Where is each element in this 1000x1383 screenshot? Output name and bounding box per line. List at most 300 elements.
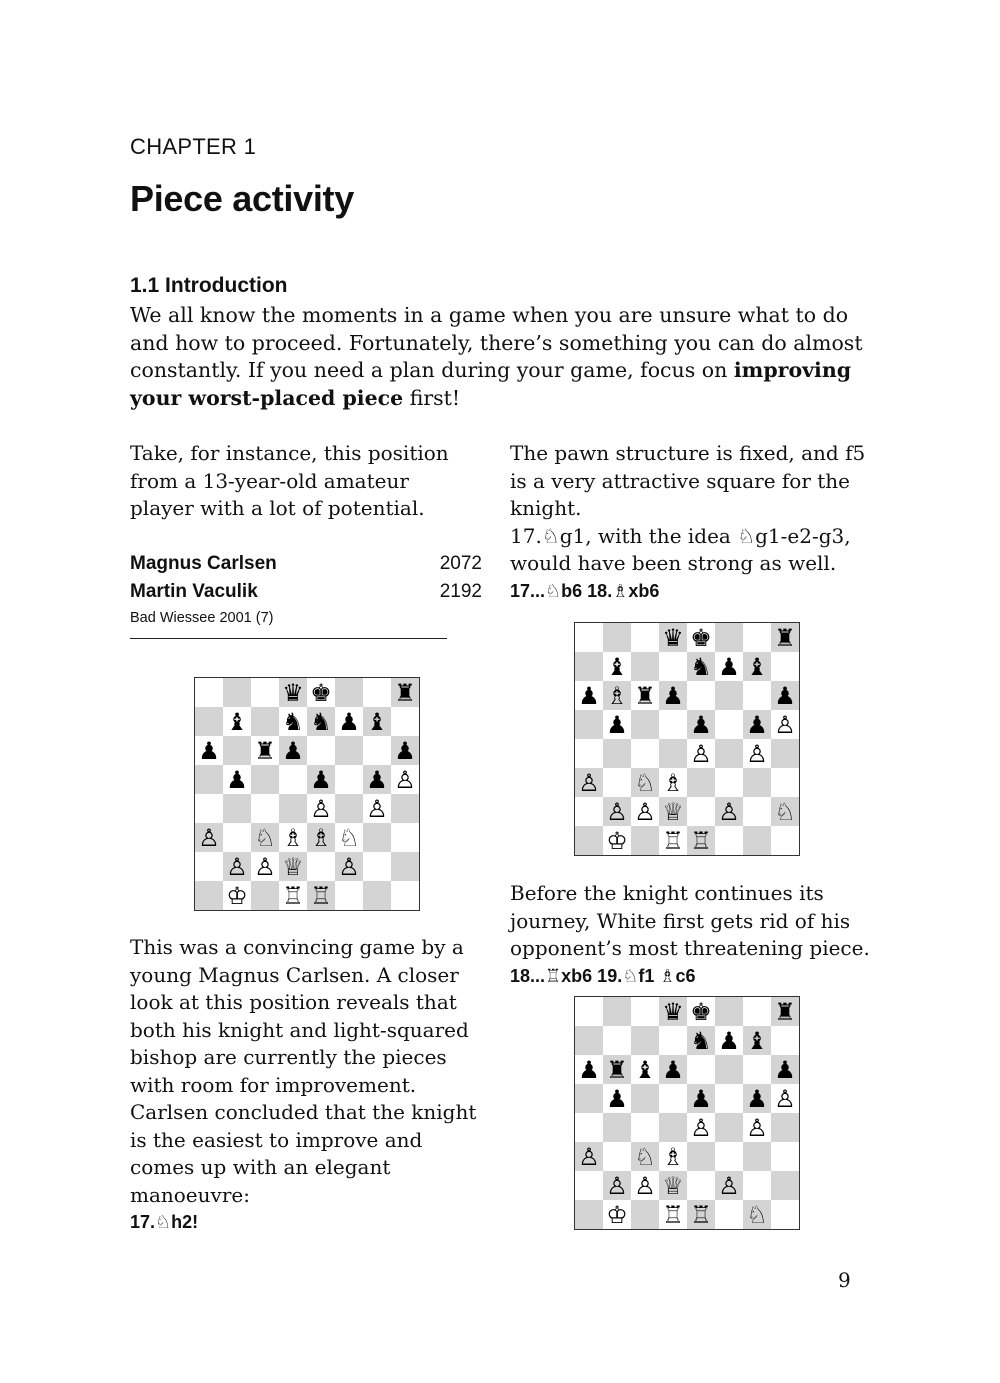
white-bishop-icon: ♗: [282, 823, 304, 852]
board-square: [715, 623, 743, 652]
board-square: [307, 823, 335, 852]
board-square: [771, 681, 799, 710]
intro-text-end: first!: [403, 385, 461, 410]
board-square: [631, 1026, 659, 1055]
board-square: [251, 823, 279, 852]
white-knight-icon: ♘: [774, 797, 796, 826]
game-header: [130, 550, 482, 626]
board-square: [631, 1142, 659, 1171]
black-pawn-icon: ♟: [366, 765, 388, 794]
board-square: [251, 736, 279, 765]
board-square: [631, 1055, 659, 1084]
board-square: [335, 881, 363, 910]
board-square: [631, 797, 659, 826]
board-square: [687, 1026, 715, 1055]
white-pawn-icon: ♙: [746, 1113, 768, 1142]
board-square: [771, 1026, 799, 1055]
black-pawn-icon: ♟: [690, 1084, 712, 1113]
chapter-title: Piece activity: [130, 178, 354, 219]
board-square: [659, 1200, 687, 1229]
board-square: [363, 736, 391, 765]
board-square: [251, 881, 279, 910]
black-rook-icon: ♜: [774, 623, 796, 652]
board-square: [307, 678, 335, 707]
black-pawn-icon: ♟: [690, 710, 712, 739]
board-square: [251, 852, 279, 881]
right-paragraph-2: [510, 880, 870, 990]
board-square: [279, 736, 307, 765]
board-square: [631, 739, 659, 768]
black-knight-icon: ♞: [690, 652, 712, 681]
board-square: [715, 1171, 743, 1200]
white-pawn-icon: ♙: [634, 797, 656, 826]
black-queen-icon: ♛: [662, 997, 684, 1026]
black-rook-icon: ♜: [774, 997, 796, 1026]
white-king-icon: ♔: [606, 1200, 628, 1229]
black-queen-icon: ♛: [282, 678, 304, 707]
board-square: [631, 1200, 659, 1229]
board-square: [687, 997, 715, 1026]
board-square: [391, 881, 419, 910]
board-square: [251, 678, 279, 707]
board-square: [279, 765, 307, 794]
board-square: [575, 710, 603, 739]
board-square: [603, 1026, 631, 1055]
black-pawn-icon: ♟: [198, 736, 220, 765]
board-square: [575, 739, 603, 768]
board-square: [743, 739, 771, 768]
board-square: [195, 794, 223, 823]
board-square: [603, 997, 631, 1026]
white-pawn-icon: ♙: [578, 1142, 600, 1171]
board-square: [659, 1055, 687, 1084]
board-square: [391, 794, 419, 823]
white-pawn-icon: ♙: [634, 1171, 656, 1200]
white-pawn-icon: ♙: [226, 852, 248, 881]
board-square: [307, 736, 335, 765]
game-header-divider: [130, 638, 447, 639]
white-queen-icon: ♕: [282, 852, 304, 881]
white-pawn-icon: ♙: [774, 710, 796, 739]
move-line-3: 18...♖xb6 19.♘f1 ♗c6: [510, 965, 696, 986]
board-square: [715, 1026, 743, 1055]
board-square: [687, 797, 715, 826]
section-heading: 1.1 Introduction: [130, 274, 288, 297]
board-square: [223, 823, 251, 852]
board-square: [659, 1084, 687, 1113]
board-square: [715, 1142, 743, 1171]
board-square: [363, 823, 391, 852]
board-square: [659, 797, 687, 826]
board-square: [715, 681, 743, 710]
board-square: [279, 794, 307, 823]
board-square: [279, 881, 307, 910]
board-square: [391, 736, 419, 765]
black-bishop-icon: ♝: [366, 707, 388, 736]
board-square: [659, 652, 687, 681]
board-square: [279, 852, 307, 881]
board-square: [603, 739, 631, 768]
black-knight-icon: ♞: [282, 707, 304, 736]
board-square: [335, 823, 363, 852]
board-square: [743, 1171, 771, 1200]
black-king-icon: ♚: [310, 678, 332, 707]
white-knight-icon: ♘: [746, 1200, 768, 1229]
board-square: [659, 826, 687, 855]
white-player-row: [130, 550, 482, 578]
board-square: [391, 678, 419, 707]
board-square: [223, 736, 251, 765]
white-king-icon: ♔: [226, 881, 248, 910]
black-rook-icon: ♜: [254, 736, 276, 765]
board-square: [575, 797, 603, 826]
board-square: [223, 852, 251, 881]
board-square: [603, 768, 631, 797]
board-square: [659, 997, 687, 1026]
board-square: [771, 826, 799, 855]
black-pawn-icon: ♟: [746, 710, 768, 739]
board-square: [251, 707, 279, 736]
board-square: [575, 1200, 603, 1229]
board-square: [251, 765, 279, 794]
white-pawn-icon: ♙: [254, 852, 276, 881]
black-knight-icon: ♞: [310, 707, 332, 736]
board-square: [743, 768, 771, 797]
board-square: [223, 794, 251, 823]
white-pawn-icon: ♙: [718, 797, 740, 826]
white-bishop-icon: ♗: [662, 1142, 684, 1171]
black-pawn-icon: ♟: [718, 652, 740, 681]
board-square: [771, 1171, 799, 1200]
black-player-rating: 2192: [439, 581, 482, 602]
board-square: [391, 707, 419, 736]
board-square: [575, 652, 603, 681]
board-square: [603, 1200, 631, 1229]
board-square: [631, 768, 659, 797]
white-bishop-icon: ♗: [606, 681, 628, 710]
board-square: [659, 1142, 687, 1171]
board-square: [195, 736, 223, 765]
board-square: [631, 1084, 659, 1113]
board-square: [631, 826, 659, 855]
board-square: [659, 681, 687, 710]
intro-emphasis: improving your worst-placed piece: [130, 358, 852, 410]
white-rook-icon: ♖: [310, 881, 332, 910]
white-queen-icon: ♕: [662, 1171, 684, 1200]
board-square: [575, 1084, 603, 1113]
right-paragraph-2-text: Before the knight continues its journey, White first gets rid of his opponent’s most threatening piece.: [510, 881, 870, 960]
black-pawn-icon: ♟: [774, 1055, 796, 1084]
board-square: [307, 707, 335, 736]
black-bishop-icon: ♝: [746, 1026, 768, 1055]
board-square: [631, 1113, 659, 1142]
white-bishop-icon: ♗: [310, 823, 332, 852]
board-square: [307, 765, 335, 794]
board-square: [771, 1113, 799, 1142]
board-square: [687, 1055, 715, 1084]
board-square: [771, 1142, 799, 1171]
white-knight-icon: ♘: [254, 823, 276, 852]
white-pawn-icon: ♙: [394, 765, 416, 794]
board-square: [335, 794, 363, 823]
board-square: [687, 1113, 715, 1142]
chess-diagram-1: [194, 677, 420, 911]
board-square: [771, 652, 799, 681]
white-pawn-icon: ♙: [746, 739, 768, 768]
board-square: [743, 681, 771, 710]
board-square: [363, 765, 391, 794]
board-square: [363, 707, 391, 736]
black-pawn-icon: ♟: [662, 681, 684, 710]
white-pawn-icon: ♙: [198, 823, 220, 852]
black-rook-icon: ♜: [634, 681, 656, 710]
black-bishop-icon: ♝: [606, 652, 628, 681]
board-square: [575, 997, 603, 1026]
black-pawn-icon: ♟: [718, 1026, 740, 1055]
right-paragraph-1-text: The pawn structure is fixed, and f5 is a very attractive square for the knight.: [510, 441, 866, 520]
white-bishop-icon: ♗: [662, 768, 684, 797]
board-square: [743, 623, 771, 652]
board-square: [771, 997, 799, 1026]
event-line: Bad Wiessee 2001 (7): [130, 610, 274, 626]
board-square: [771, 1200, 799, 1229]
board-square: [687, 826, 715, 855]
board-square: [195, 852, 223, 881]
board-square: [575, 1055, 603, 1084]
board-square: [603, 1142, 631, 1171]
white-queen-icon: ♕: [662, 797, 684, 826]
page-number: 9: [838, 1268, 851, 1292]
white-pawn-icon: ♙: [366, 794, 388, 823]
white-rook-icon: ♖: [690, 1200, 712, 1229]
board-square: [743, 710, 771, 739]
board-square: [687, 768, 715, 797]
board-square: [659, 1171, 687, 1200]
white-pawn-icon: ♙: [774, 1084, 796, 1113]
black-pawn-icon: ♟: [310, 765, 332, 794]
board-square: [743, 1084, 771, 1113]
board-square: [603, 710, 631, 739]
board-square: [575, 1171, 603, 1200]
black-pawn-icon: ♟: [578, 681, 600, 710]
left-paragraph-2-text: This was a convincing game by a young Magnus Carlsen. A closer look at this position reveals that both his knight and light-squared bishop are currently the pieces with room for improvement. Carlsen concluded that the knight is the easiest to improve and comes up with an elegant manoeuvre:: [130, 935, 477, 1207]
board-square: [335, 765, 363, 794]
board-square: [715, 710, 743, 739]
chess-diagram-2: [574, 622, 800, 856]
board-square: [391, 823, 419, 852]
board-square: [715, 1084, 743, 1113]
black-bishop-icon: ♝: [746, 652, 768, 681]
right-paragraph-1: [510, 440, 870, 605]
black-pawn-icon: ♟: [394, 736, 416, 765]
board-square: [195, 881, 223, 910]
board-square: [391, 852, 419, 881]
board-square: [603, 1113, 631, 1142]
board-square: [195, 823, 223, 852]
board-square: [743, 1026, 771, 1055]
board-square: [391, 765, 419, 794]
board-square: [659, 1113, 687, 1142]
board-square: [771, 797, 799, 826]
black-pawn-icon: ♟: [226, 765, 248, 794]
board-square: [743, 652, 771, 681]
white-pawn-icon: ♙: [606, 1171, 628, 1200]
black-player-name: Martin Vaculik: [130, 581, 258, 602]
board-square: [743, 797, 771, 826]
board-square: [603, 681, 631, 710]
board-square: [659, 1026, 687, 1055]
black-pawn-icon: ♟: [606, 1084, 628, 1113]
board-square: [223, 678, 251, 707]
black-pawn-icon: ♟: [282, 736, 304, 765]
board-square: [575, 768, 603, 797]
board-square: [687, 623, 715, 652]
white-knight-icon: ♘: [634, 1142, 656, 1171]
board-square: [687, 739, 715, 768]
board-square: [771, 623, 799, 652]
board-square: [715, 739, 743, 768]
board-square: [743, 826, 771, 855]
board-square: [363, 794, 391, 823]
white-pawn-icon: ♙: [690, 739, 712, 768]
black-rook-icon: ♜: [394, 678, 416, 707]
board-square: [687, 710, 715, 739]
white-pawn-icon: ♙: [310, 794, 332, 823]
board-square: [715, 997, 743, 1026]
board-square: [631, 681, 659, 710]
move-line-1: 17.♘h2!: [130, 1212, 199, 1232]
board-square: [223, 707, 251, 736]
left-paragraph-2: [130, 934, 490, 1237]
black-rook-icon: ♜: [606, 1055, 628, 1084]
board-square: [307, 794, 335, 823]
board-square: [631, 997, 659, 1026]
white-rook-icon: ♖: [662, 1200, 684, 1229]
board-square: [603, 1084, 631, 1113]
board-square: [715, 826, 743, 855]
board-square: [603, 1171, 631, 1200]
black-pawn-icon: ♟: [606, 710, 628, 739]
board-square: [335, 707, 363, 736]
board-square: [743, 1055, 771, 1084]
board-square: [715, 1055, 743, 1084]
white-player-rating: 2072: [439, 553, 482, 574]
board-square: [575, 1026, 603, 1055]
right-paragraph-1b-text: 17.♘g1, with the idea ♘g1-e2-g3, would have been strong as well.: [510, 523, 851, 575]
board-square: [659, 623, 687, 652]
board-square: [687, 1084, 715, 1113]
board-square: [659, 739, 687, 768]
black-bishop-icon: ♝: [226, 707, 248, 736]
board-square: [659, 710, 687, 739]
board-square: [575, 826, 603, 855]
white-knight-icon: ♘: [634, 768, 656, 797]
board-square: [195, 765, 223, 794]
black-bishop-icon: ♝: [634, 1055, 656, 1084]
intro-text: We all know the moments in a game when you are unsure what to do and how to proceed. Fortunately, there’s something you can do almost constantly. If you need a plan during your game, focus on: [130, 303, 863, 382]
board-square: [279, 678, 307, 707]
black-king-icon: ♚: [690, 997, 712, 1026]
board-square: [687, 1200, 715, 1229]
black-knight-icon: ♞: [690, 1026, 712, 1055]
board-square: [771, 710, 799, 739]
board-square: [575, 1113, 603, 1142]
chapter-label: CHAPTER 1: [130, 134, 257, 159]
board-square: [603, 797, 631, 826]
board-square: [603, 1055, 631, 1084]
board-square: [631, 623, 659, 652]
white-pawn-icon: ♙: [690, 1113, 712, 1142]
black-king-icon: ♚: [690, 623, 712, 652]
board-square: [715, 768, 743, 797]
chess-diagram-3: [574, 996, 800, 1230]
board-square: [335, 736, 363, 765]
board-square: [279, 707, 307, 736]
board-square: [687, 1171, 715, 1200]
black-pawn-icon: ♟: [774, 681, 796, 710]
black-pawn-icon: ♟: [578, 1055, 600, 1084]
board-square: [603, 623, 631, 652]
board-square: [631, 652, 659, 681]
board-square: [631, 710, 659, 739]
board-square: [603, 826, 631, 855]
board-square: [195, 678, 223, 707]
white-rook-icon: ♖: [690, 826, 712, 855]
board-square: [335, 678, 363, 707]
board-square: [575, 623, 603, 652]
board-square: [223, 881, 251, 910]
board-square: [223, 765, 251, 794]
board-square: [279, 823, 307, 852]
black-player-row: [130, 578, 482, 606]
board-square: [335, 852, 363, 881]
board-square: [743, 1200, 771, 1229]
white-rook-icon: ♖: [662, 826, 684, 855]
board-square: [195, 707, 223, 736]
board-square: [575, 681, 603, 710]
board-square: [307, 881, 335, 910]
board-square: [363, 678, 391, 707]
board-square: [687, 652, 715, 681]
board-square: [603, 652, 631, 681]
black-pawn-icon: ♟: [746, 1084, 768, 1113]
white-pawn-icon: ♙: [718, 1171, 740, 1200]
board-square: [771, 1084, 799, 1113]
white-knight-icon: ♘: [338, 823, 360, 852]
board-square: [251, 794, 279, 823]
board-square: [771, 739, 799, 768]
white-pawn-icon: ♙: [578, 768, 600, 797]
board-square: [743, 1113, 771, 1142]
board-square: [659, 768, 687, 797]
board-square: [363, 881, 391, 910]
board-square: [715, 797, 743, 826]
board-square: [363, 852, 391, 881]
white-player-name: Magnus Carlsen: [130, 553, 277, 574]
board-square: [771, 768, 799, 797]
board-square: [307, 852, 335, 881]
white-pawn-icon: ♙: [338, 852, 360, 881]
board-square: [771, 1055, 799, 1084]
black-pawn-icon: ♟: [338, 707, 360, 736]
board-square: [715, 1113, 743, 1142]
board-square: [631, 1171, 659, 1200]
board-square: [715, 1200, 743, 1229]
board-square: [687, 1142, 715, 1171]
white-pawn-icon: ♙: [606, 797, 628, 826]
board-square: [687, 681, 715, 710]
black-pawn-icon: ♟: [662, 1055, 684, 1084]
